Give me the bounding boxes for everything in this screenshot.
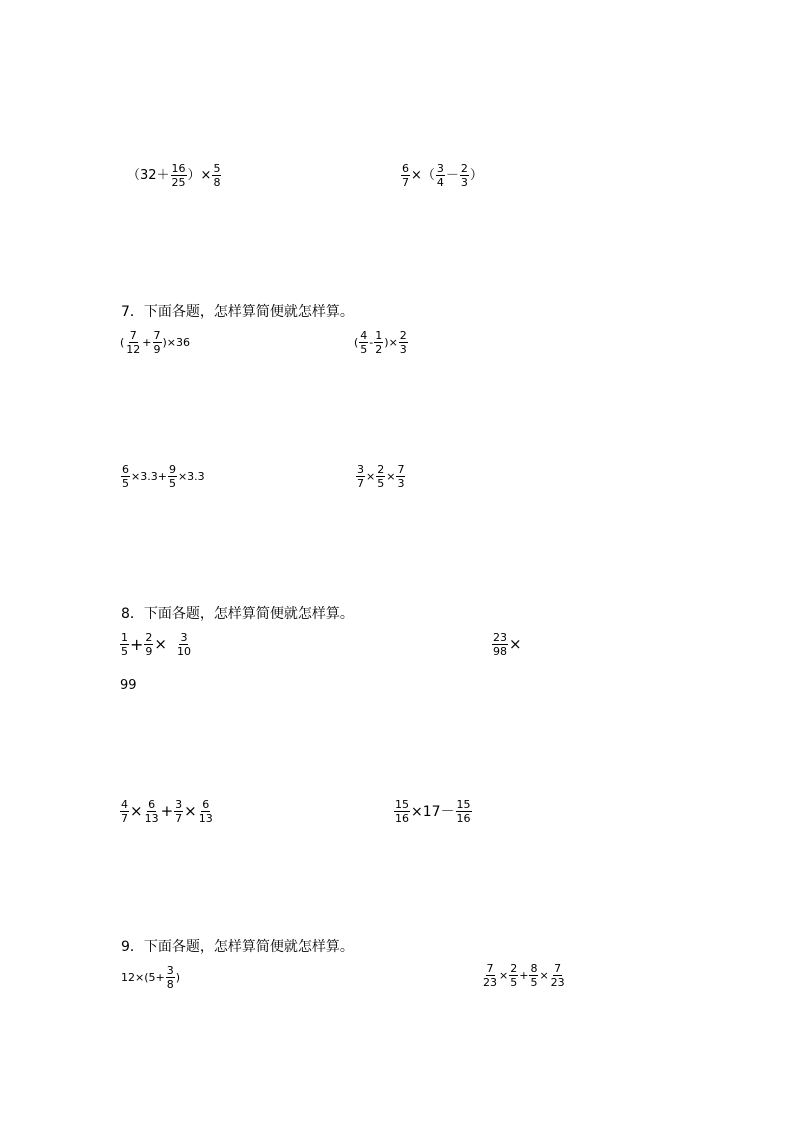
fraction — [144, 632, 153, 657]
denominator: 5 — [122, 477, 129, 490]
fraction — [174, 799, 183, 824]
fraction — [212, 163, 221, 188]
fraction — [436, 163, 445, 188]
fraction — [359, 330, 368, 355]
q9-expression-a — [121, 965, 180, 990]
numerator: 4 — [121, 798, 128, 811]
q8-expression-b-continuation: 99 — [120, 678, 137, 693]
expr-operator: × — [509, 635, 522, 653]
denominator: 8 — [213, 176, 221, 189]
denominator: 5 — [360, 343, 368, 356]
fraction — [176, 632, 192, 657]
fraction — [144, 799, 160, 824]
expr-text: ×3.3 — [177, 470, 205, 483]
denominator: 5 — [530, 976, 538, 989]
expr-operator: × — [539, 969, 549, 982]
denominator: 10 — [176, 645, 191, 658]
numerator: 23 — [493, 631, 507, 644]
denominator: 23 — [550, 976, 565, 989]
expression-top-left — [127, 163, 222, 188]
numerator: 7 — [397, 463, 405, 476]
fraction — [396, 464, 405, 489]
fraction — [198, 799, 214, 824]
fraction — [120, 632, 129, 657]
fraction — [529, 963, 538, 988]
expr-operator: × — [366, 470, 376, 483]
expr-text: （32＋ — [127, 168, 170, 183]
q8-expression-b — [491, 632, 522, 657]
fraction — [509, 963, 518, 988]
fraction — [492, 632, 508, 657]
denominator: 13 — [198, 812, 213, 825]
expr-text: )×36 — [162, 336, 191, 349]
numerator: 1 — [121, 631, 128, 644]
numerator: 6 — [148, 798, 156, 811]
expr-text: ) — [175, 971, 181, 984]
denominator: 13 — [144, 812, 159, 825]
denominator: 7 — [121, 812, 128, 825]
numerator: 5 — [213, 162, 221, 175]
expr-text: ） — [469, 168, 483, 183]
expr-operator: + — [142, 336, 152, 349]
numerator: 7 — [554, 962, 562, 975]
numerator: 2 — [377, 463, 385, 476]
denominator: 12 — [126, 343, 141, 356]
fraction — [401, 163, 410, 188]
question-8-heading: 8．下面各题，怎样算简便就怎样算。 — [121, 606, 354, 622]
expr-operator: + — [160, 802, 174, 820]
numerator: 16 — [171, 162, 186, 175]
numerator: 7 — [129, 329, 137, 342]
q7-expression-d — [355, 464, 406, 489]
expression-top-right — [400, 163, 483, 188]
denominator: 3 — [399, 343, 407, 356]
expr-operator: × — [130, 802, 143, 820]
expr-text: )× — [384, 336, 398, 349]
fraction — [121, 464, 130, 489]
expr-text: ×（ — [411, 168, 435, 183]
fraction — [125, 330, 141, 355]
numerator: 4 — [360, 329, 368, 342]
numerator: 15 — [395, 798, 409, 811]
numerator: 1 — [375, 329, 383, 342]
expr-text: 12×(5+ — [121, 971, 165, 984]
denominator: 3 — [397, 477, 405, 490]
numerator: 2 — [399, 329, 407, 342]
fraction — [482, 963, 498, 988]
numerator: 3 — [180, 631, 188, 644]
denominator: 25 — [171, 176, 186, 189]
denominator: 9 — [145, 645, 153, 658]
fraction — [120, 799, 129, 824]
q8-expression-a — [119, 632, 193, 657]
expr-operator: × — [184, 802, 197, 820]
denominator: 7 — [357, 477, 364, 490]
question-7-heading: 7．下面各题，怎样算简便就怎样算。 — [121, 304, 354, 320]
numerator: 6 — [202, 798, 210, 811]
q8-expression-c — [119, 799, 215, 824]
denominator: 23 — [483, 976, 497, 989]
numerator: 15 — [456, 798, 471, 811]
numerator: 3 — [166, 964, 174, 977]
q7-expression-b — [354, 330, 409, 355]
expr-text: ）× — [187, 168, 212, 183]
numerator: 2 — [510, 962, 518, 975]
expr-text: ×17－ — [411, 803, 455, 820]
fraction — [399, 330, 408, 355]
numerator: 6 — [122, 463, 129, 476]
numerator: 3 — [436, 162, 444, 175]
denominator: 4 — [436, 176, 444, 189]
fraction — [171, 163, 187, 188]
expr-operator: × — [499, 969, 509, 982]
fraction — [456, 799, 472, 824]
expr-text: ×3.3+ — [131, 470, 167, 483]
fraction — [166, 965, 175, 990]
numerator: 8 — [530, 962, 538, 975]
numerator: 7 — [153, 329, 161, 342]
fraction — [356, 464, 365, 489]
denominator: 16 — [456, 812, 471, 825]
expr-operator: × — [154, 635, 167, 653]
denominator: 7 — [175, 812, 183, 825]
fraction — [460, 163, 469, 188]
expr-operator: + — [130, 634, 144, 654]
numerator: 9 — [168, 463, 176, 476]
q7-expression-c — [120, 464, 205, 489]
q9-expression-b — [481, 963, 567, 988]
expr-text: ( — [354, 336, 359, 349]
denominator: 16 — [395, 812, 409, 825]
denominator: 98 — [493, 645, 507, 658]
denominator: 8 — [166, 978, 174, 991]
numerator: 6 — [402, 162, 409, 175]
fraction — [376, 464, 385, 489]
denominator: 5 — [121, 645, 128, 658]
q7-expression-a — [120, 330, 190, 355]
numerator: 3 — [357, 463, 364, 476]
denominator: 3 — [460, 176, 468, 189]
fraction — [374, 330, 383, 355]
denominator: 5 — [510, 976, 518, 989]
numerator: 2 — [460, 162, 468, 175]
fraction — [550, 963, 566, 988]
denominator: 9 — [153, 343, 161, 356]
expr-operator: － — [445, 168, 459, 183]
denominator: 7 — [402, 176, 409, 189]
numerator: 7 — [486, 962, 494, 975]
expr-text: ( — [120, 336, 125, 349]
q8-expression-d — [393, 799, 473, 824]
denominator: 5 — [377, 477, 385, 490]
question-9-heading: 9．下面各题，怎样算简便就怎样算。 — [121, 939, 354, 955]
denominator: 5 — [168, 477, 176, 490]
fraction — [153, 330, 162, 355]
expr-operator: × — [386, 470, 396, 483]
numerator: 3 — [175, 798, 183, 811]
fraction — [394, 799, 410, 824]
expr-operator: - — [369, 336, 374, 349]
denominator: 2 — [375, 343, 383, 356]
fraction — [168, 464, 177, 489]
numerator: 2 — [145, 631, 153, 644]
expr-operator: + — [519, 969, 529, 982]
